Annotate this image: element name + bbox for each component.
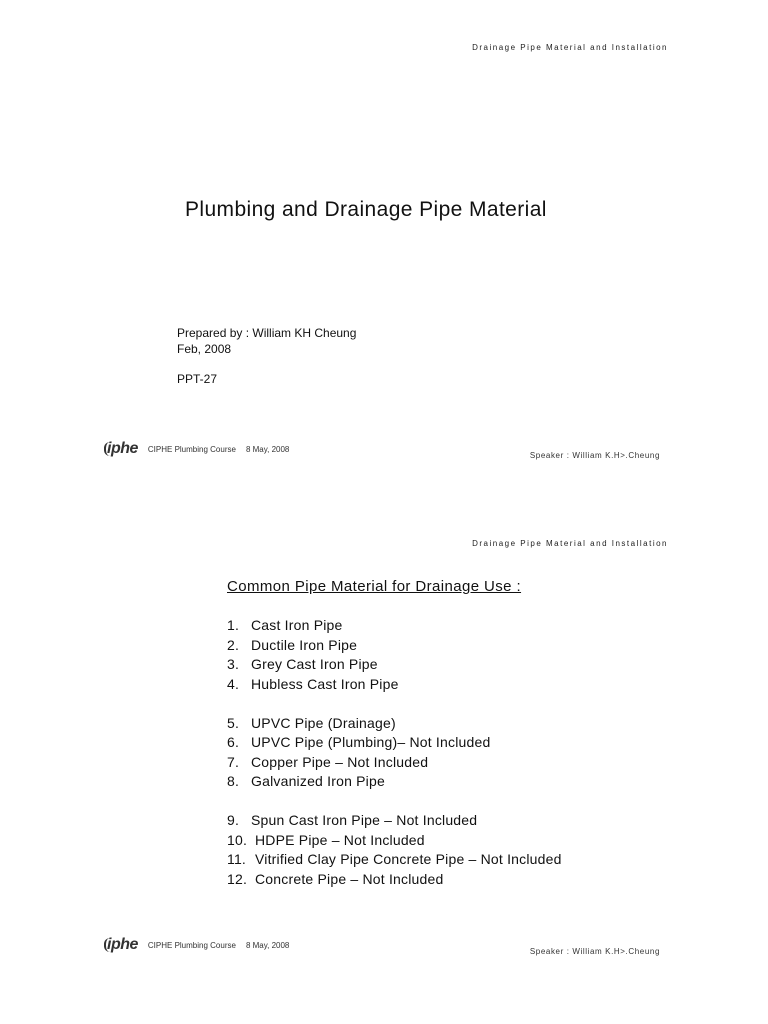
slide-header: Drainage Pipe Material and Installation (472, 539, 668, 548)
footer-left (104, 936, 289, 954)
prepared-by: Prepared by : William KH Cheung (177, 326, 357, 340)
list-item: 2. Ductile Iron Pipe (227, 636, 358, 653)
footer-course: CIPHE Plumbing Course (147, 940, 236, 950)
ciphe-logo-icon: iphe (104, 936, 138, 954)
list-item: 8. Galvanized Iron Pipe (227, 773, 385, 789)
footer-left (104, 440, 289, 458)
list-item: 5. UPVC Pipe (Drainage) (227, 714, 396, 731)
list-item: 10. HDPE Pipe – Not Included (227, 831, 425, 848)
slide-2 (0, 496, 768, 992)
footer-date: 8 May, 2008 (245, 940, 290, 950)
list-item: 3. Grey Cast Iron Pipe (227, 656, 378, 672)
list-item: 11. Vitrified Clay Pipe Concrete Pipe – Not Included (227, 851, 562, 867)
footer-speaker: Speaker : William K.H>.Cheung (529, 947, 660, 956)
list-item: 6. UPVC Pipe (Plumbing)– Not Included (227, 734, 491, 750)
list-item: 12. Concrete Pipe – Not Included (227, 870, 444, 887)
list-item: 7. Copper Pipe – Not Included (227, 753, 429, 770)
document-code: PPT-27 (177, 372, 218, 386)
footer-date: 8 May, 2008 (245, 444, 290, 454)
section-heading: Common Pipe Material for Drainage Use : (227, 578, 522, 595)
footer-course: CIPHE Plumbing Course (147, 444, 236, 454)
prepared-date: Feb, 2008 (177, 342, 232, 356)
list-item: 9. Spun Cast Iron Pipe – Not Included (227, 812, 478, 828)
page-title: Plumbing and Drainage Pipe Material (185, 198, 547, 221)
pipe-material-list (227, 616, 562, 889)
ciphe-logo-icon: iphe (104, 440, 138, 458)
list-item: 4. Hubless Cast Iron Pipe (227, 675, 399, 692)
slide-header: Drainage Pipe Material and Installation (472, 43, 668, 52)
slide-1 (0, 0, 768, 496)
footer-speaker: Speaker : William K.H>.Cheung (529, 451, 660, 460)
list-item: 1. Cast Iron Pipe (227, 617, 343, 633)
